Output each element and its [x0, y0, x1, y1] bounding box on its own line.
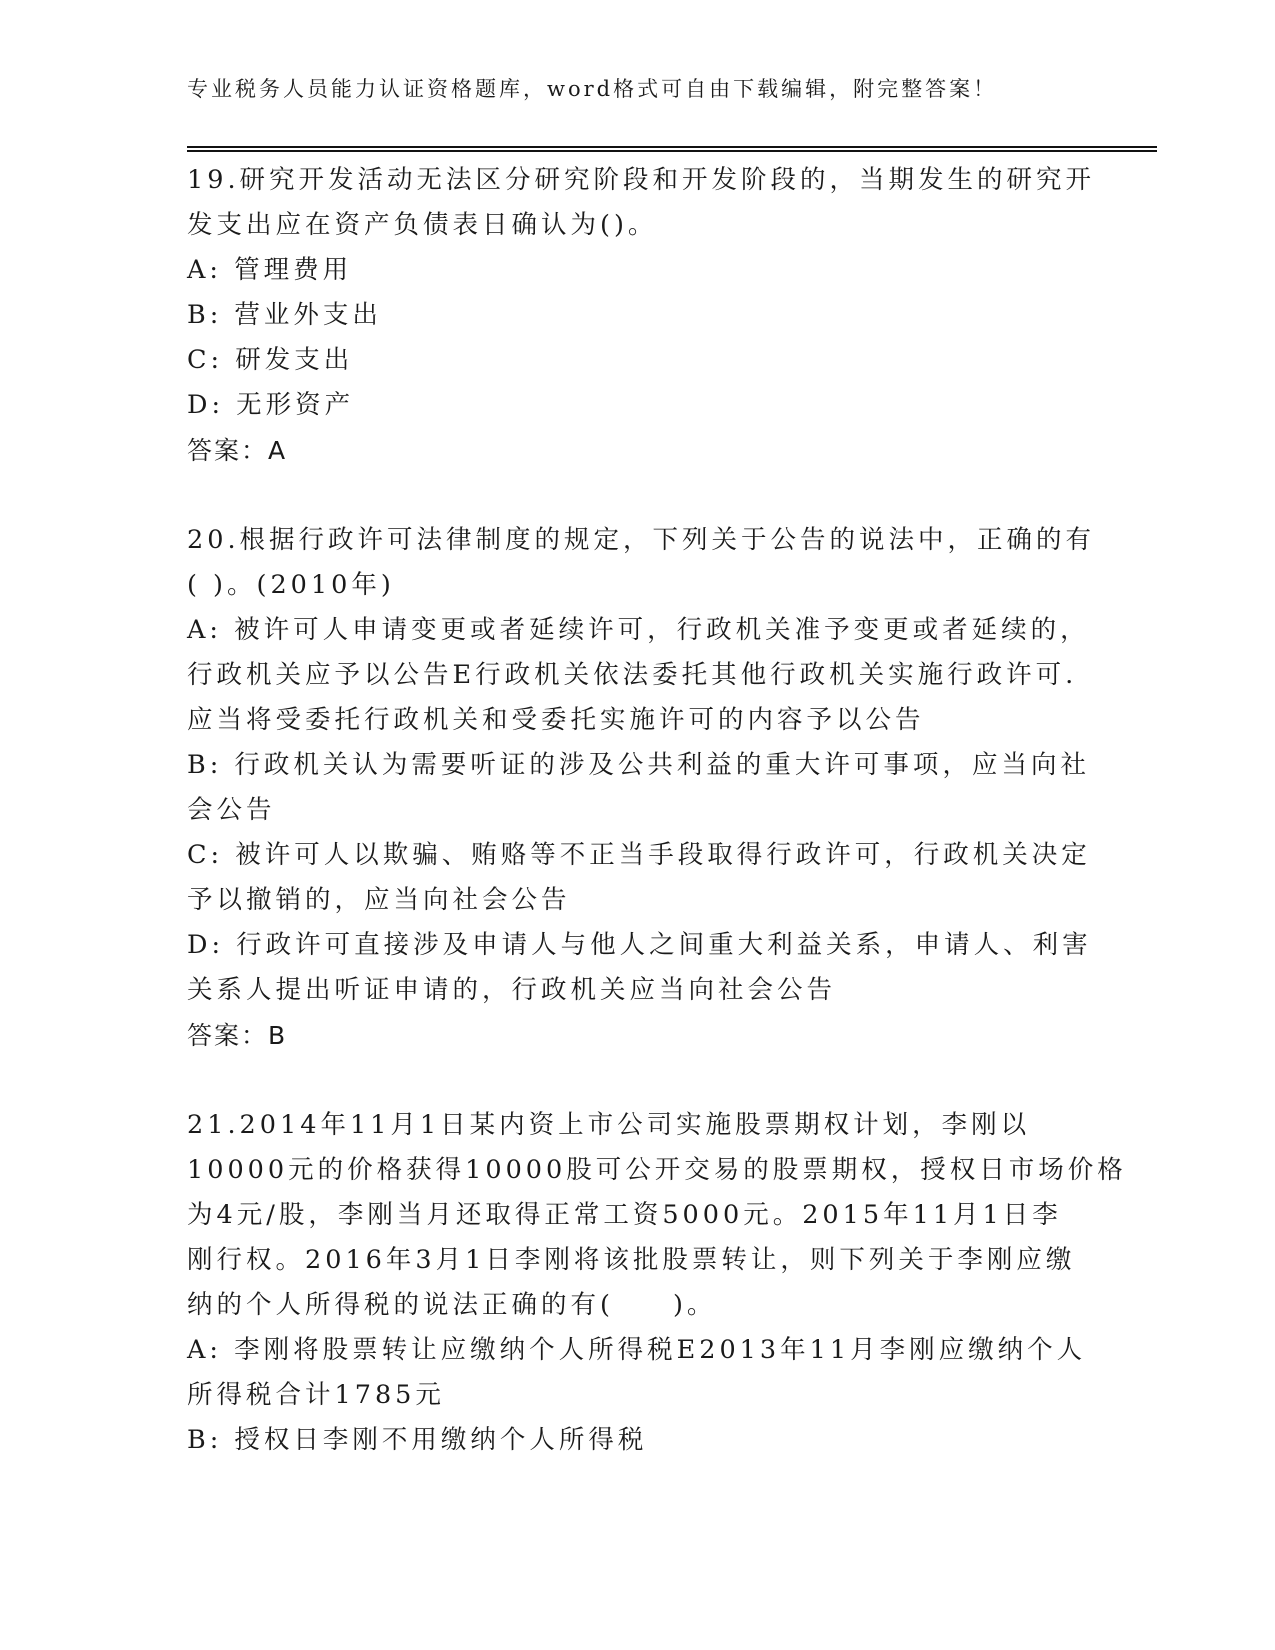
option-b: B: 授权日李刚不用缴纳个人所得税 [187, 1425, 648, 1455]
option-a-continued: 应当将受委托行政机关和受委托实施许可的内容予以公告 [187, 705, 925, 735]
question-20 [187, 518, 1096, 1058]
option-c: C: 研发支出 [187, 345, 354, 375]
answer-line: 答案：A [187, 436, 288, 465]
question-21 [187, 1103, 1127, 1463]
option-c-continued: 予以撤销的，应当向社会公告 [187, 885, 571, 915]
option-b: B: 行政机关认为需要听证的涉及公共利益的重大许可事项，应当向社 [187, 750, 1090, 780]
option-a-continued: 行政机关应予以公告E行政机关依法委托其他行政机关实施行政许可. [187, 660, 1078, 690]
question-stem-line: 10000元的价格获得10000股可公开交易的股票期权，授权日市场价格 [187, 1155, 1127, 1185]
option-a: A: 被许可人申请变更或者延续许可，行政机关准予变更或者延续的， [187, 615, 1090, 645]
spacer [187, 473, 1087, 518]
answer-line: 答案：B [187, 1021, 288, 1050]
option-a: A: 管理费用 [187, 255, 353, 285]
question-stem-line: 21.2014年11月1日某内资上市公司实施股票期权计划，李刚以 [187, 1110, 1031, 1140]
option-d-continued: 关系人提出听证申请的，行政机关应当向社会公告 [187, 975, 837, 1005]
question-stem-line: 发支出应在资产负债表日确认为()。 [187, 210, 658, 240]
option-d: D: 无形资产 [187, 390, 355, 420]
option-b-continued: 会公告 [187, 795, 276, 825]
option-c: C: 被许可人以欺骗、贿赂等不正当手段取得行政许可，行政机关决定 [187, 840, 1091, 870]
question-stem-line: 20.根据行政许可法律制度的规定，下列关于公告的说法中，正确的有 [187, 525, 1096, 555]
question-stem-line: 19.研究开发活动无法区分研究阶段和开发阶段的，当期发生的研究开 [187, 165, 1096, 195]
question-stem-line: 为4元/股，李刚当月还取得正常工资5000元。2015年11月1日李 [187, 1200, 1062, 1230]
option-d: D: 行政许可直接涉及申请人与他人之间重大利益关系，申请人、利害 [187, 930, 1092, 960]
page-header: 专业税务人员能力认证资格题库，word格式可自由下载编辑，附完整答案！ [187, 77, 998, 101]
option-b: B: 营业外支出 [187, 300, 382, 330]
option-a: A: 李刚将股票转让应缴纳个人所得税E2013年11月李刚应缴纳个人 [187, 1335, 1087, 1365]
question-19 [187, 158, 1096, 473]
header-divider [187, 146, 1157, 152]
question-list [187, 158, 1127, 1463]
option-a-continued: 所得税合计1785元 [187, 1380, 445, 1410]
question-stem-line: 刚行权。2016年3月1日李刚将该批股票转让，则下列关于李刚应缴 [187, 1245, 1076, 1275]
question-stem-line: ( )。(2010年) [187, 570, 395, 600]
question-stem-line: 纳的个人所得税的说法正确的有( )。 [187, 1290, 717, 1320]
spacer [187, 1058, 1087, 1103]
